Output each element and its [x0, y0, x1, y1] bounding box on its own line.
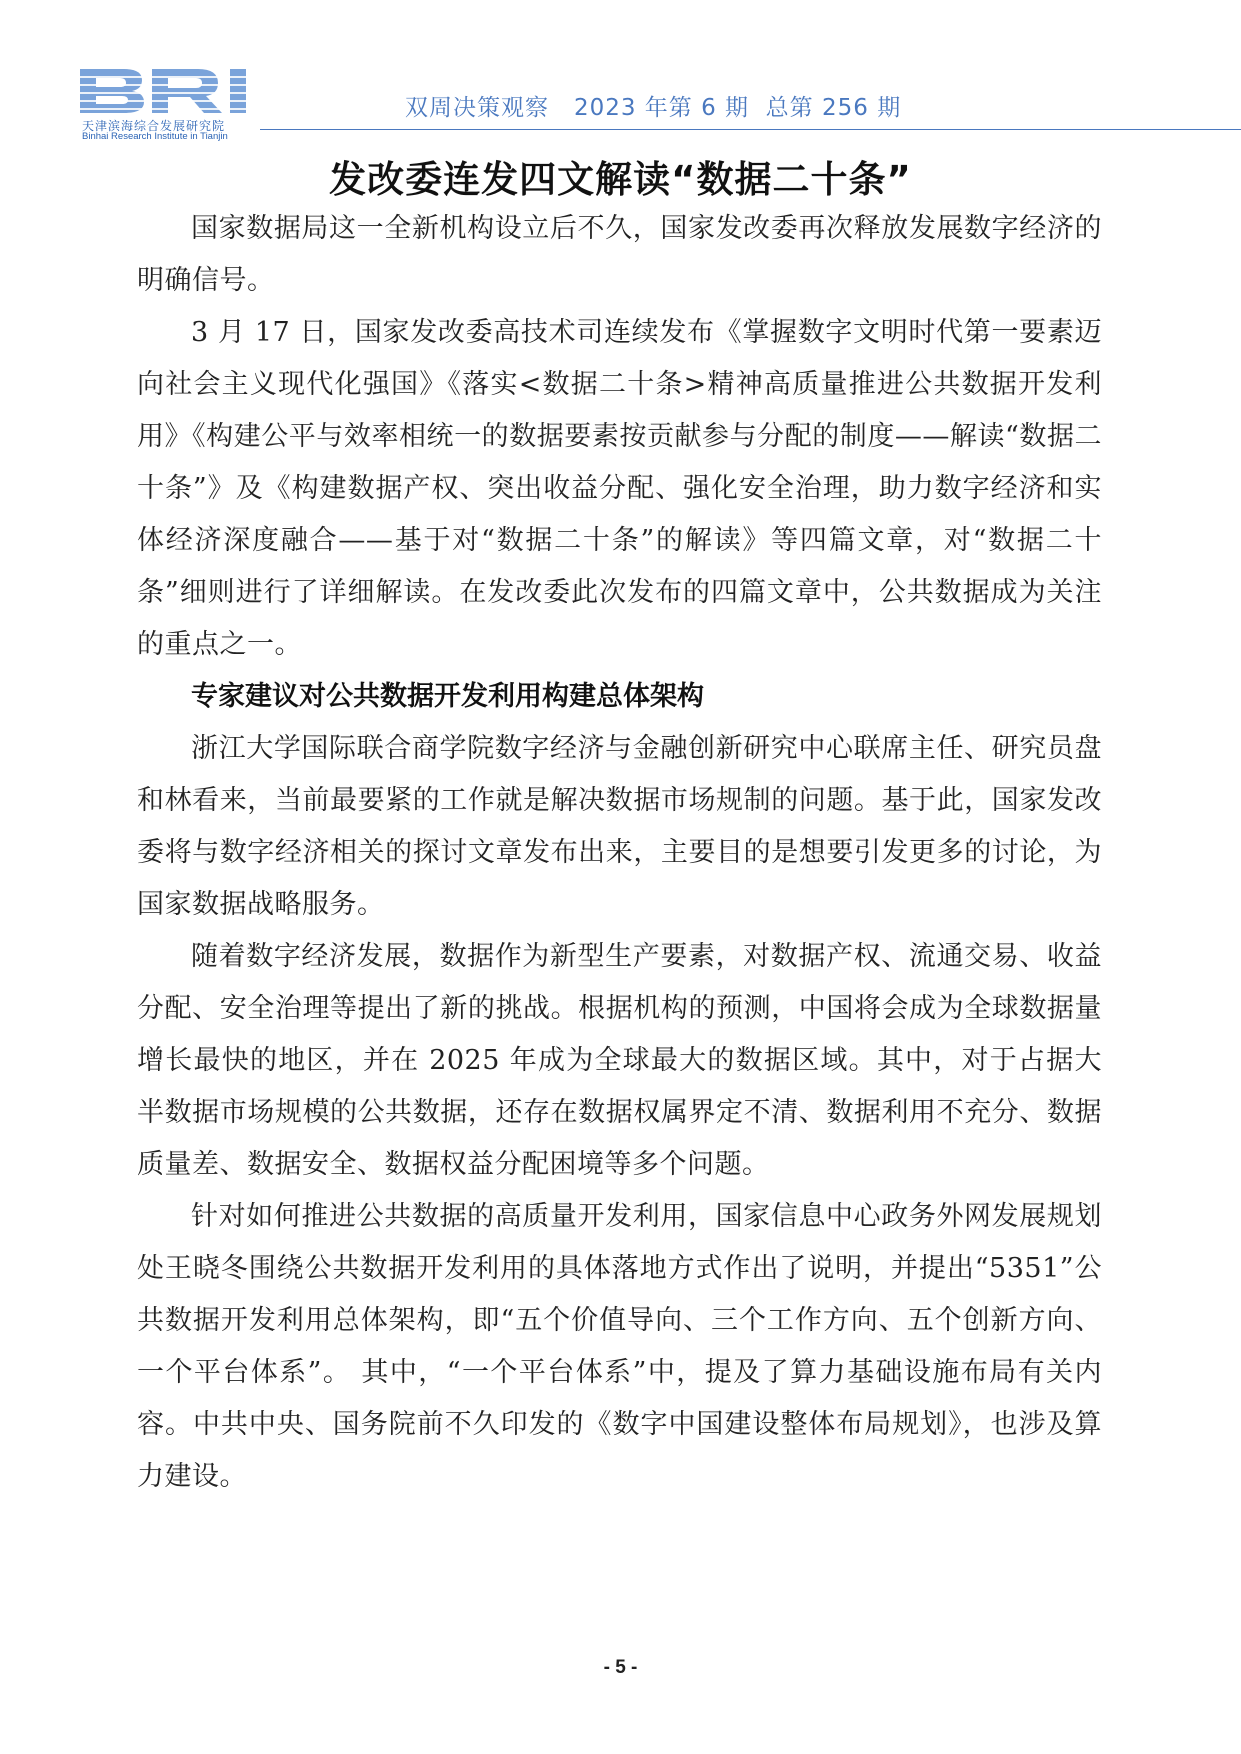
running-header — [405, 89, 901, 122]
issue-number: 2023 年第 6 期 — [573, 95, 750, 121]
paragraph: 浙江大学国际联合商学院数字经济与金融创新研究中心联席主任、研究员盘和林看来，当前最要紧的工作就是解决数据市场规制的问题。基于此，国家发改委将与数字经济相关的探讨文章发布出来，主要目的是想要引发更多的讨论，为国家数据战略服务。 — [137, 733, 1102, 920]
total-issue-number: 总第 256 期 — [765, 95, 902, 121]
article-body — [137, 203, 1102, 1503]
paragraph: 随着数字经济发展，数据作为新型生产要素，对数据产权、流通交易、收益分配、安全治理等提出了新的挑战。根据机构的预测，中国将会成为全球数据量增长最快的地区，并在 2025 年成为全球最大的数据区域。其中，对于占据大半数据市场规模的公共数据，还存在数据权属界定不清、数据利用不充分、数据质量差、数据安全、数据权益分配困境等多个问题。 — [137, 941, 1102, 1180]
institute-logo — [80, 68, 280, 142]
paragraph: 针对如何推进公共数据的高质量开发利用，国家信息中心政务外网发展规划处王晓冬围绕公共数据开发利用的具体落地方式作出了说明，并提出“5351”公共数据开发利用总体架构，即“五个价值导向、三个工作方向、五个创新方向、一个平台体系”。 其中，“一个平台体系”中，提及了算力基础设施布局有关内容。中共中央、国务院前不久印发的《数字中国建设整体布局规划》，也涉及算力建设。 — [137, 1201, 1102, 1492]
header-rule — [260, 129, 1241, 130]
article-title: 发改委连发四文解读“数据二十条” — [329, 158, 912, 201]
section-heading: 专家建议对公共数据开发利用构建总体架构 — [191, 681, 704, 712]
publication-name: 双周决策观察 — [405, 95, 549, 121]
logo-name-en: Binhai Research Institute in Tianjin — [82, 131, 228, 142]
paragraph: 3 月 17 日，国家发改委高技术司连续发布《掌握数字文明时代第一要素迈向社会主义现代化强国》《落实<数据二十条>精神高质量推进公共数据开发利用》《构建公平与效率相统一的数据要素按贡献参与分配的制度——解读“数据二十条”》及《构建数据产权、突出收益分配、强化安全治理，助力数字经济和实体经济深度融合——基于对“数据二十条”的解读》等四篇文章，对“数据二十条”细则进行了详细解读。在发改委此次发布的四篇文章中，公共数据成为关注的重点之一。 — [137, 317, 1102, 660]
bri-logo-mark — [80, 68, 266, 114]
page-number: - 5 - — [603, 1657, 638, 1678]
paragraph: 国家数据局这一全新机构设立后不久，国家发改委再次释放发展数字经济的明确信号。 — [137, 213, 1102, 296]
logo-name-cn: 天津滨海综合发展研究院 — [82, 119, 226, 133]
